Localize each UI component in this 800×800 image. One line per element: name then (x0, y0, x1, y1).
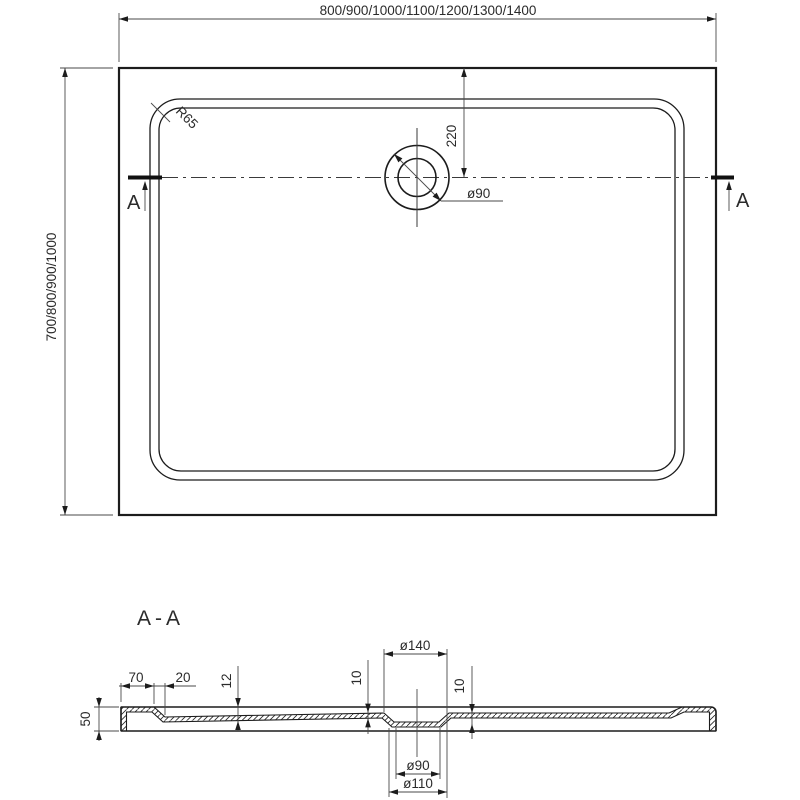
section-cut-profile (121, 707, 716, 731)
arrowhead-icon (365, 704, 371, 713)
arrowhead-icon (365, 718, 371, 727)
arrowhead-icon (165, 683, 174, 689)
slope-length-label: 20 (175, 670, 191, 685)
arrowhead-icon (389, 789, 398, 795)
arrowhead-icon (235, 698, 241, 707)
rim-width-label: 70 (128, 670, 144, 685)
corner-radius-label: R65 (172, 103, 201, 132)
arrowhead-icon (461, 168, 467, 177)
section-arrow-left-icon (142, 181, 148, 190)
arrowhead-icon (384, 651, 393, 657)
floor-left-label: 10 (349, 670, 364, 686)
arrowhead-icon (438, 789, 447, 795)
section-marker-left-label: A (127, 192, 141, 214)
plan-view (119, 68, 734, 515)
plan-drain-dia-label: ø90 (467, 186, 491, 201)
arrowhead-icon (96, 698, 102, 707)
arrowhead-icon (119, 16, 128, 22)
arrowhead-icon (145, 683, 154, 689)
floor-right-label: 10 (452, 678, 467, 694)
drain-offset-label: 220 (444, 124, 459, 148)
section-drain-dia-label: ø90 (406, 758, 430, 773)
arrowhead-icon (707, 16, 716, 22)
section-arrow-right-icon (726, 181, 732, 190)
arrowhead-icon (469, 704, 475, 713)
arrowhead-icon (96, 731, 102, 740)
arrowhead-icon (62, 68, 68, 77)
arrowhead-icon (461, 68, 467, 77)
section-view (121, 607, 716, 757)
section-marker-right-label: A (736, 190, 750, 212)
flange-dia-label: ø140 (399, 638, 431, 653)
arrowhead-icon (235, 721, 241, 730)
plan-width-dim-label: 800/900/1000/1100/1200/1300/1400 (319, 3, 537, 18)
section-title: A-A (137, 607, 185, 630)
plan-depth-dim-label: 700/800/900/1000 (44, 232, 59, 342)
arrowhead-icon (469, 724, 475, 733)
recess-dia-label: ø110 (403, 776, 433, 791)
basin-depth-label: 12 (219, 673, 234, 689)
arrowhead-icon (438, 651, 447, 657)
edge-height-label: 50 (78, 711, 93, 727)
arrowhead-icon (62, 506, 68, 515)
